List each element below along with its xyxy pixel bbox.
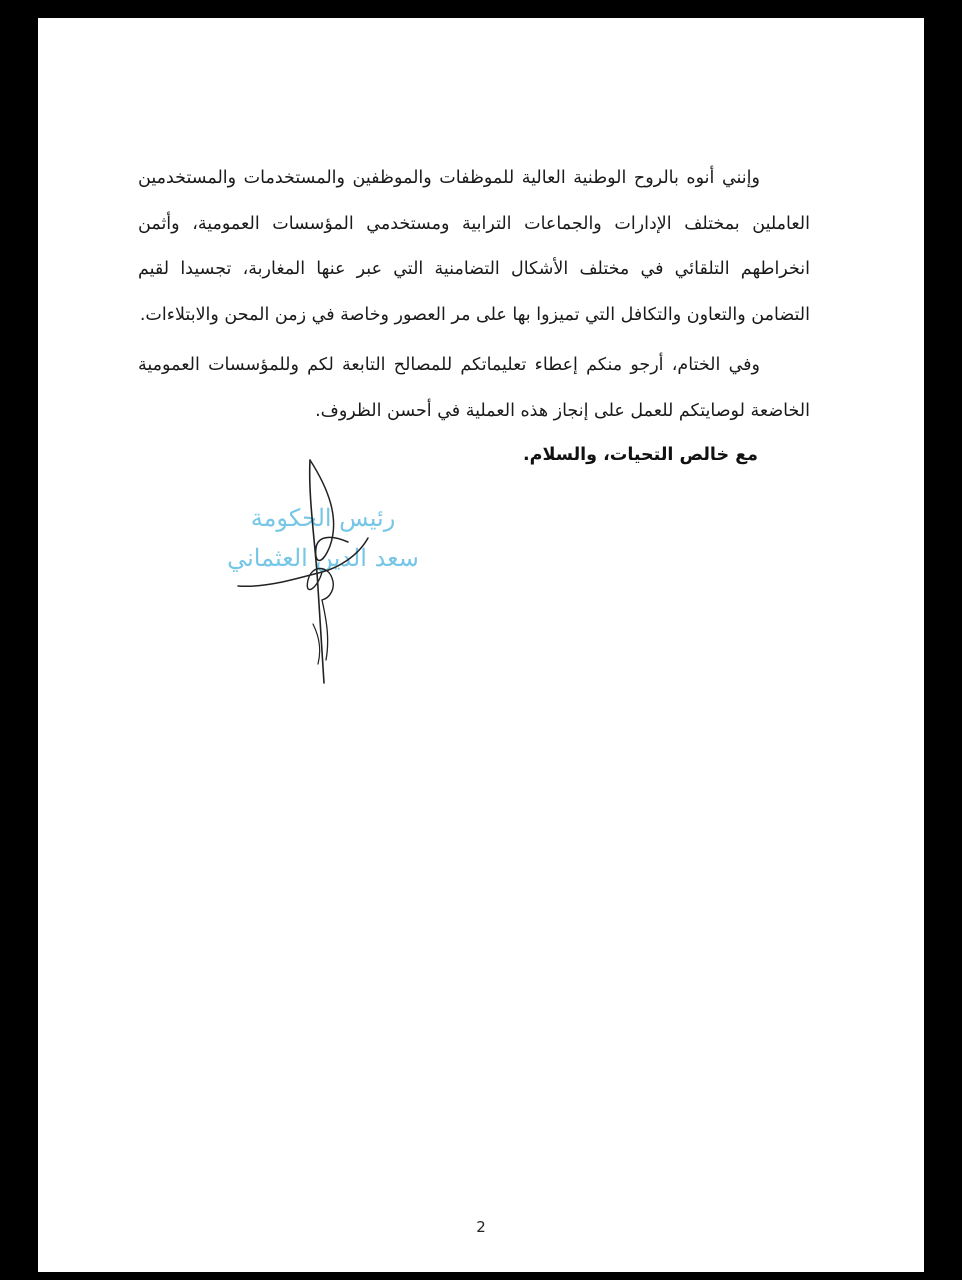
handwritten-signature <box>218 438 418 698</box>
closing-salutation: مع خالص التحيات، والسلام. <box>523 445 758 465</box>
paragraph-2-text: وفي الختام، أرجو منكم إعطاء تعليماتكم للمصالح التابعة لكم وللمؤسسات العمومية الخاضعة لوصايتكم للعمل على إنجاز هذه العملية في أحسن الظروف. <box>138 355 810 421</box>
stamp-title: رئيس الحكومة <box>250 504 396 532</box>
paragraph-1 <box>138 156 810 339</box>
stamp-name: سعد الدين العثماني <box>227 544 419 572</box>
page-number: 2 <box>476 1218 486 1236</box>
document-page <box>38 18 924 1272</box>
paragraph-1-text: وإنني أنوه بالروح الوطنية العالية للموظفات والموظفين والمستخدمات والمستخدمين العاملين بمختلف الإدارات والجماعات الترابية ومستخدمي المؤسسات العمومية، وأثمن انخراطهم التلقائي في مختلف الأشكال التضامنية التي عبر عنها المغاربة، تجسيدا لقيم التضامن والتعاون والتكافل التي تميزوا بها على مر العصور وخاصة في زمن المحن والابتلاءات. <box>138 168 810 326</box>
paragraph-2 <box>138 343 810 434</box>
